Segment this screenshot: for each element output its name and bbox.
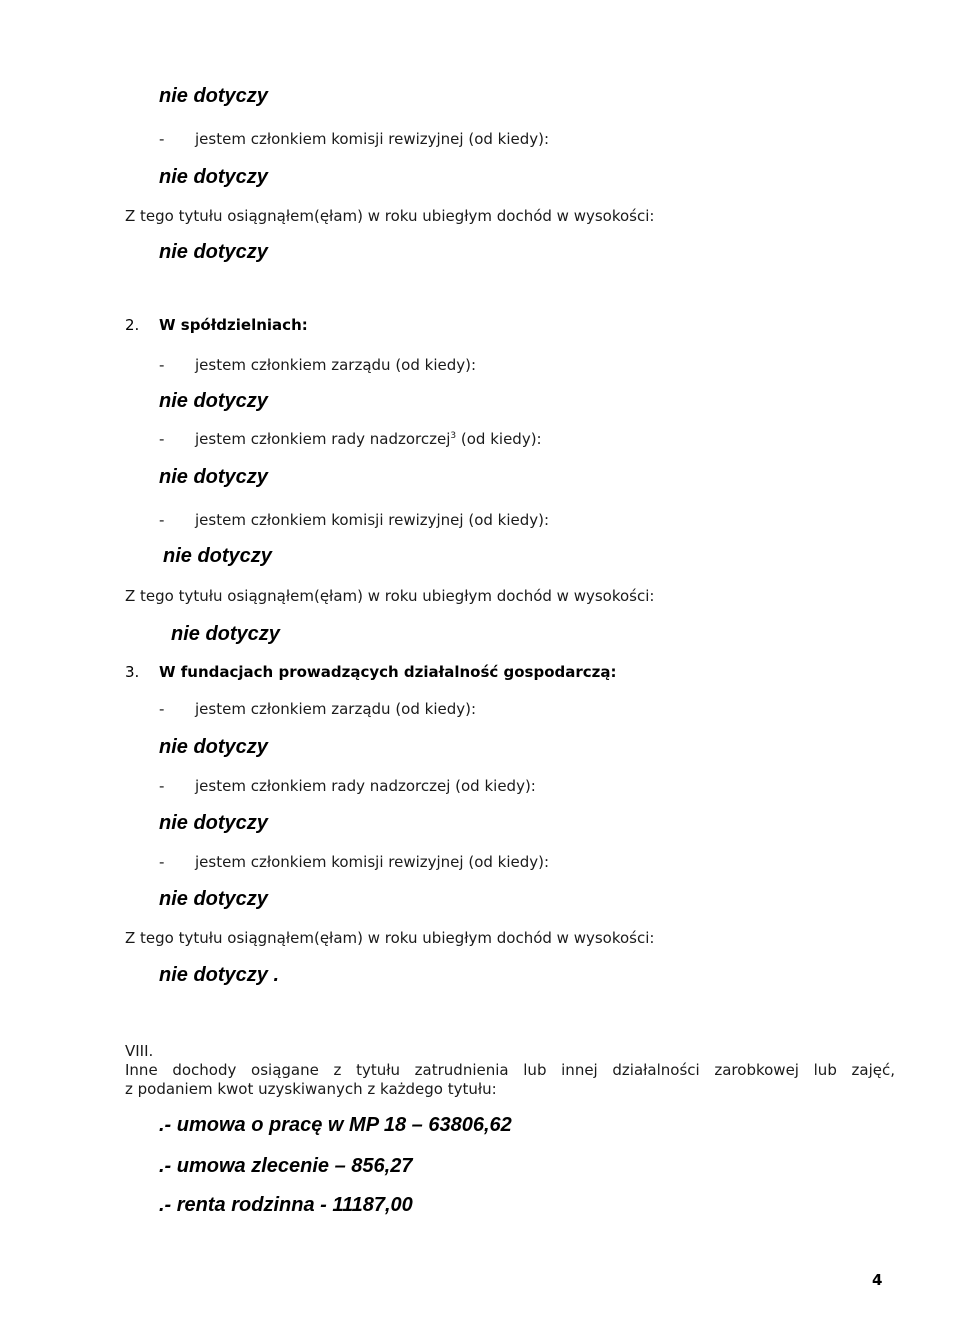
section-number: 2. <box>125 316 140 334</box>
section-2-heading <box>125 316 308 334</box>
answer-not-applicable: nie dotyczy <box>171 623 280 645</box>
income-question: Z tego tytułu osiągnąłem(ęłam) w roku ubiegłym dochód w wysokości: <box>125 587 655 605</box>
item-text: jestem członkiem zarządu (od kiedy): <box>195 700 477 718</box>
item-dash: - <box>159 700 165 718</box>
answer-not-applicable: nie dotyczy <box>159 166 268 188</box>
item-text: jestem członkiem rady nadzorczej (od kiedy): <box>195 777 536 795</box>
section-8-number: VIII. <box>125 1042 154 1060</box>
income-entry-pension: .- renta rodzinna - 11187,00 <box>159 1194 413 1216</box>
section-3-heading <box>125 663 617 681</box>
item-text-suffix: (od kiedy): <box>456 430 542 448</box>
answer-not-applicable: nie dotyczy <box>159 812 268 834</box>
answer-not-applicable: nie dotyczy <box>159 390 268 412</box>
income-entry-contract: .- umowa zlecenie – 856,27 <box>159 1155 413 1177</box>
answer-not-applicable: nie dotyczy . <box>159 964 280 986</box>
income-question: Z tego tytułu osiągnąłem(ęłam) w roku ubiegłym dochód w wysokości: <box>125 207 655 225</box>
answer-not-applicable: nie dotyczy <box>159 241 268 263</box>
item-text: jestem członkiem komisji rewizyjnej (od kiedy): <box>195 853 550 871</box>
page-number: 4 <box>872 1271 883 1289</box>
item-text: jestem członkiem zarządu (od kiedy): <box>195 356 477 374</box>
declaration-item-board <box>159 700 476 718</box>
declaration-item-board <box>159 356 476 374</box>
declaration-item-supervisory-board <box>159 430 542 448</box>
income-question: Z tego tytułu osiągnąłem(ęłam) w roku ubiegłym dochód w wysokości: <box>125 929 655 947</box>
item-text: jestem członkiem komisji rewizyjnej (od kiedy): <box>195 511 550 529</box>
answer-not-applicable: nie dotyczy <box>159 85 268 107</box>
answer-not-applicable: nie dotyczy <box>159 466 268 488</box>
item-dash: - <box>159 130 165 148</box>
answer-not-applicable: nie dotyczy <box>163 545 272 567</box>
section-8-text-line-2: z podaniem kwot uzyskiwanych z każdego tytułu: <box>125 1080 497 1098</box>
section-number: 3. <box>125 663 140 681</box>
declaration-item-audit-committee <box>159 130 549 148</box>
declaration-item-audit-committee <box>159 853 549 871</box>
item-dash: - <box>159 853 165 871</box>
section-8-text-line-1: Inne dochody osiągane z tytułu zatrudnienia lub innej działalności zarobkowej lub zajęć, <box>125 1061 895 1079</box>
item-dash: - <box>159 356 165 374</box>
item-text: jestem członkiem rady nadzorczej <box>195 430 451 448</box>
item-text: jestem członkiem komisji rewizyjnej (od kiedy): <box>195 130 550 148</box>
item-dash: - <box>159 430 165 448</box>
declaration-item-supervisory-board <box>159 777 536 795</box>
section-title: W spółdzielniach: <box>159 316 308 334</box>
declaration-item-audit-committee <box>159 511 549 529</box>
section-title: W fundacjach prowadzących działalność gospodarczą: <box>159 663 617 681</box>
footnote-marker: 3 <box>450 431 457 441</box>
answer-not-applicable: nie dotyczy <box>159 736 268 758</box>
income-entry-employment: .- umowa o pracę w MP 18 – 63806,62 <box>159 1114 512 1136</box>
item-dash: - <box>159 511 165 529</box>
answer-not-applicable: nie dotyczy <box>159 888 268 910</box>
item-dash: - <box>159 777 165 795</box>
